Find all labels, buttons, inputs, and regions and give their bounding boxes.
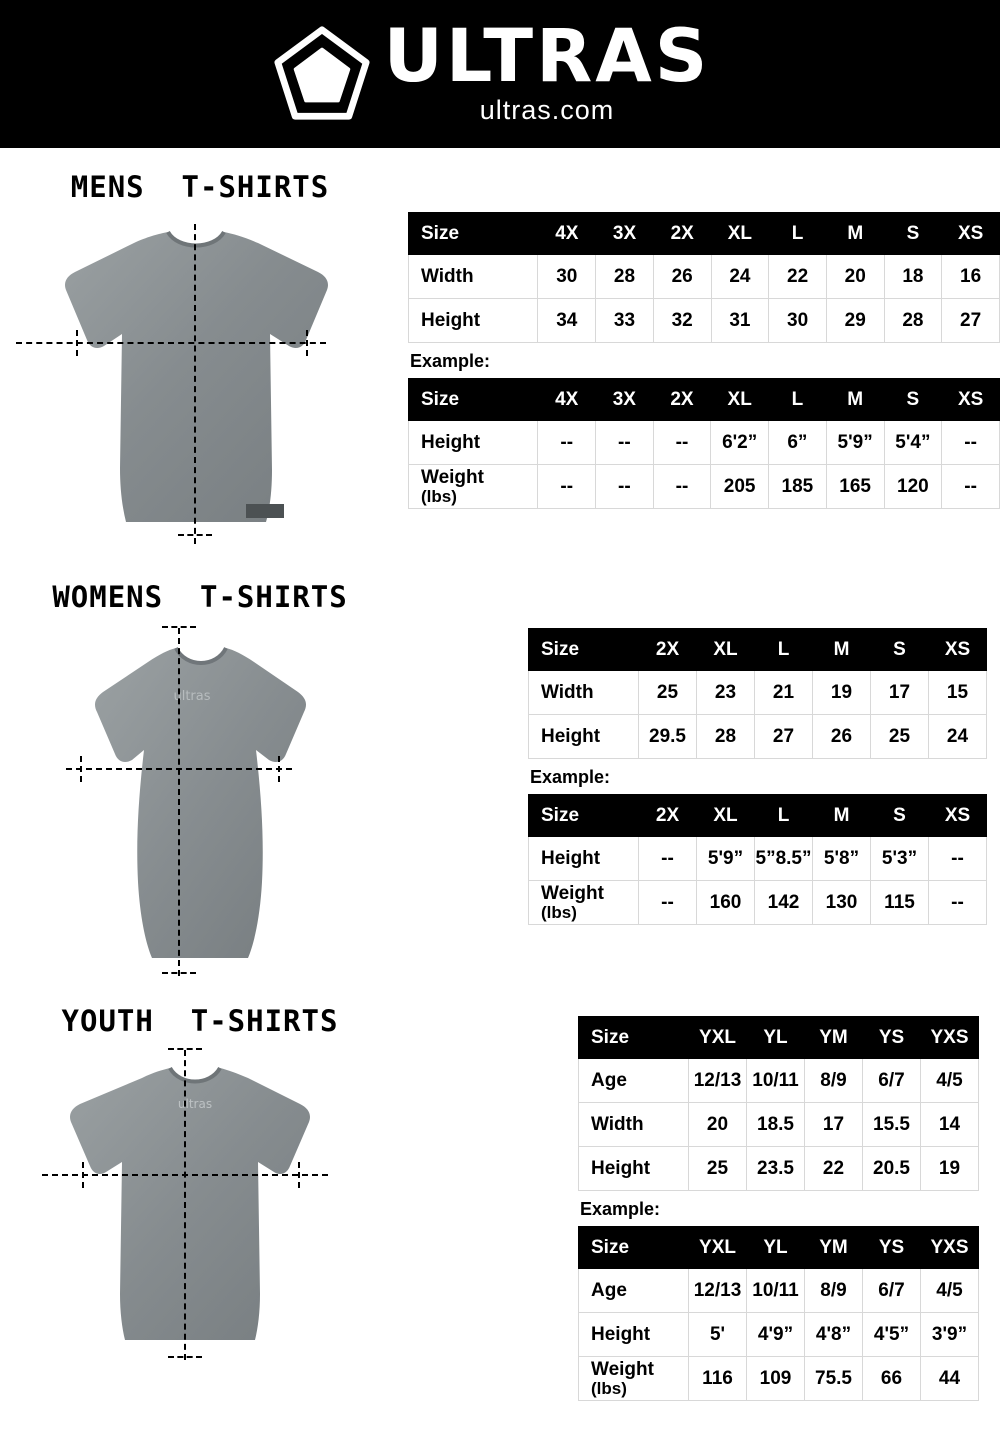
column-header: S: [871, 629, 929, 671]
table-cell: 5'3”: [871, 837, 929, 881]
column-header: XL: [711, 379, 769, 421]
table-cell: 20: [689, 1103, 747, 1147]
table-corner-header: Size: [409, 213, 538, 255]
youth-title: YOUTH T-SHIRTS: [61, 1004, 339, 1038]
table-cell: 24: [929, 715, 987, 759]
row-header: Weight (lbs): [579, 1357, 689, 1401]
table-cell: 27: [942, 299, 1000, 343]
table-cell: 26: [813, 715, 871, 759]
table-cell: --: [538, 421, 596, 465]
table-cell: 31: [711, 299, 769, 343]
mens-example-label: Example:: [410, 351, 491, 371]
section-womens: [0, 580, 400, 972]
table-cell: --: [653, 465, 711, 509]
table-row: [529, 671, 987, 715]
youth-height-tick-bottom: [168, 1356, 202, 1358]
table-cell: 8/9: [805, 1059, 863, 1103]
column-header: YL: [747, 1227, 805, 1269]
row-header: Width: [409, 255, 538, 299]
table-cell: 14: [921, 1103, 979, 1147]
table-cell: 18.5: [747, 1103, 805, 1147]
column-header: L: [769, 213, 827, 255]
row-header: Height: [409, 421, 538, 465]
youth-tshirt-illustration: [38, 1056, 400, 1356]
table-cell: 32: [653, 299, 711, 343]
table-cell: 27: [755, 715, 813, 759]
table-cell: 34: [538, 299, 596, 343]
table-row: [529, 715, 987, 759]
table-cell: 66: [863, 1357, 921, 1401]
womens-tables: [528, 628, 987, 925]
womens-width-tick-right: [278, 756, 280, 782]
table-cell: 116: [689, 1357, 747, 1401]
table-cell: 33: [596, 299, 654, 343]
table-cell: 25: [639, 671, 697, 715]
table-cell: 23.5: [747, 1147, 805, 1191]
column-header: XS: [942, 213, 1000, 255]
column-header: 2X: [653, 213, 711, 255]
table-cell: 12/13: [689, 1059, 747, 1103]
table-cell: 205: [711, 465, 769, 509]
mens-tshirt-illustration: [18, 220, 400, 550]
row-header: Age: [579, 1269, 689, 1313]
table-corner-header: Size: [579, 1227, 689, 1269]
table-cell: 17: [871, 671, 929, 715]
youth-tables: [578, 1016, 979, 1401]
mens-tables: [408, 212, 1000, 509]
womens-title: WOMENS T-SHIRTS: [52, 580, 348, 614]
table-cell: 22: [769, 255, 827, 299]
table-cell: 24: [711, 255, 769, 299]
column-header: M: [813, 795, 871, 837]
column-header: YS: [863, 1227, 921, 1269]
womens-example-label: Example:: [530, 767, 611, 787]
youth-width-tick-left: [82, 1162, 84, 1188]
mens-width-tick-right: [306, 330, 308, 356]
column-header: YXS: [921, 1017, 979, 1059]
table-cell: 4'9”: [747, 1313, 805, 1357]
brand-lockup: [274, 13, 711, 126]
mens-title: MENS T-SHIRTS: [70, 170, 330, 204]
column-header: M: [813, 629, 871, 671]
row-header: Height: [529, 837, 639, 881]
pentagon-logo-icon: [274, 26, 370, 122]
table-cell: 109: [747, 1357, 805, 1401]
column-header: L: [769, 379, 827, 421]
table-row: [579, 1103, 979, 1147]
table-cell: 10/11: [747, 1269, 805, 1313]
table-row: [409, 465, 1000, 509]
table-cell: 4/5: [921, 1269, 979, 1313]
column-header: YXS: [921, 1227, 979, 1269]
table-cell: 19: [813, 671, 871, 715]
table-cell: 20: [826, 255, 884, 299]
table-cell: 20.5: [863, 1147, 921, 1191]
column-header: L: [755, 629, 813, 671]
table-cell: --: [942, 421, 1000, 465]
table-cell: 5'9”: [826, 421, 884, 465]
table-cell: 28: [697, 715, 755, 759]
table-cell: 5'8”: [813, 837, 871, 881]
table-cell: 30: [769, 299, 827, 343]
row-header: Weight (lbs): [409, 465, 538, 509]
youth-width-tick-right: [298, 1162, 300, 1188]
column-header: 2X: [639, 629, 697, 671]
page-header: [0, 0, 1000, 148]
table-cell: 29.5: [639, 715, 697, 759]
mens-width-guide: [16, 342, 326, 344]
youth-example-table: [578, 1226, 979, 1401]
womens-height-guide: [178, 628, 180, 976]
womens-height-tick-bottom: [162, 972, 196, 974]
table-cell: --: [929, 837, 987, 881]
table-cell: --: [653, 421, 711, 465]
mens-height-tick-bottom: [178, 534, 212, 536]
table-cell: 75.5: [805, 1357, 863, 1401]
table-cell: 115: [871, 881, 929, 925]
table-cell: 120: [884, 465, 942, 509]
column-header: S: [884, 213, 942, 255]
table-cell: 29: [826, 299, 884, 343]
table-cell: 30: [538, 255, 596, 299]
brand-url: ultras.com: [479, 95, 615, 126]
table-cell: 25: [871, 715, 929, 759]
table-cell: 21: [755, 671, 813, 715]
youth-height-tick-top: [168, 1048, 202, 1050]
column-header: XS: [929, 795, 987, 837]
column-header: YM: [805, 1017, 863, 1059]
svg-text:ultras: ultras: [177, 1097, 213, 1111]
table-row: [409, 255, 1000, 299]
section-youth: [0, 1004, 400, 1356]
youth-height-guide: [184, 1050, 186, 1360]
table-row: [579, 1059, 979, 1103]
svg-text:ultras: ultras: [173, 689, 211, 704]
table-cell: --: [929, 881, 987, 925]
column-header: YXL: [689, 1227, 747, 1269]
table-cell: 12/13: [689, 1269, 747, 1313]
table-cell: 15: [929, 671, 987, 715]
table-cell: 5'4”: [884, 421, 942, 465]
column-header: 3X: [596, 213, 654, 255]
table-cell: --: [596, 421, 654, 465]
table-corner-header: Size: [579, 1017, 689, 1059]
mens-width-tick-left: [76, 330, 78, 356]
table-cell: 19: [921, 1147, 979, 1191]
column-header: XS: [929, 629, 987, 671]
column-header: 2X: [639, 795, 697, 837]
table-cell: --: [639, 837, 697, 881]
table-row: [529, 837, 987, 881]
womens-height-tick-top: [162, 626, 196, 628]
column-header: S: [884, 379, 942, 421]
table-cell: 165: [826, 465, 884, 509]
column-header: YL: [747, 1017, 805, 1059]
column-header: 3X: [596, 379, 654, 421]
brand-name: ULTRAS: [383, 13, 711, 99]
table-cell: 22: [805, 1147, 863, 1191]
brand-text: [383, 13, 711, 126]
column-header: 2X: [653, 379, 711, 421]
table-cell: 23: [697, 671, 755, 715]
youth-example-label: Example:: [580, 1199, 661, 1219]
womens-example-table: [528, 794, 987, 925]
youth-size-table: [578, 1016, 979, 1191]
table-cell: 4'5”: [863, 1313, 921, 1357]
table-cell: 6”: [769, 421, 827, 465]
table-cell: 5”8.5”: [755, 837, 813, 881]
table-cell: 18: [884, 255, 942, 299]
table-cell: --: [639, 881, 697, 925]
row-header: Width: [579, 1103, 689, 1147]
womens-tshirt-illustration: [40, 632, 400, 972]
table-cell: 25: [689, 1147, 747, 1191]
table-corner-header: Size: [529, 629, 639, 671]
table-cell: 6/7: [863, 1269, 921, 1313]
table-cell: 130: [813, 881, 871, 925]
row-header: Height: [579, 1147, 689, 1191]
column-header: M: [826, 213, 884, 255]
mens-height-guide: [194, 224, 196, 544]
table-cell: 16: [942, 255, 1000, 299]
table-corner-header: Size: [529, 795, 639, 837]
table-row: [409, 421, 1000, 465]
table-row: [579, 1313, 979, 1357]
table-cell: 6'2”: [711, 421, 769, 465]
column-header: XL: [697, 795, 755, 837]
row-header: Weight (lbs): [529, 881, 639, 925]
row-header: Height: [409, 299, 538, 343]
mens-example-table: [408, 378, 1000, 509]
column-header: YS: [863, 1017, 921, 1059]
column-header: YXL: [689, 1017, 747, 1059]
table-cell: --: [942, 465, 1000, 509]
table-cell: 17: [805, 1103, 863, 1147]
table-row: [579, 1269, 979, 1313]
column-header: YM: [805, 1227, 863, 1269]
column-header: XS: [942, 379, 1000, 421]
column-header: XL: [697, 629, 755, 671]
table-cell: 185: [769, 465, 827, 509]
table-corner-header: Size: [409, 379, 538, 421]
table-cell: 5'9”: [697, 837, 755, 881]
column-header: M: [826, 379, 884, 421]
table-cell: 3'9”: [921, 1313, 979, 1357]
table-cell: 8/9: [805, 1269, 863, 1313]
womens-size-table: [528, 628, 987, 759]
row-header: Height: [529, 715, 639, 759]
row-header: Width: [529, 671, 639, 715]
column-header: L: [755, 795, 813, 837]
table-cell: 15.5: [863, 1103, 921, 1147]
table-cell: 44: [921, 1357, 979, 1401]
table-cell: --: [596, 465, 654, 509]
table-row: [529, 881, 987, 925]
table-row: [579, 1147, 979, 1191]
table-cell: 4/5: [921, 1059, 979, 1103]
table-cell: 28: [884, 299, 942, 343]
womens-width-tick-left: [80, 756, 82, 782]
column-header: 4X: [538, 379, 596, 421]
table-cell: 10/11: [747, 1059, 805, 1103]
column-header: XL: [711, 213, 769, 255]
column-header: S: [871, 795, 929, 837]
table-cell: 4'8”: [805, 1313, 863, 1357]
table-row: [579, 1357, 979, 1401]
table-row: [409, 299, 1000, 343]
section-mens: [0, 170, 400, 550]
table-cell: 142: [755, 881, 813, 925]
table-cell: --: [538, 465, 596, 509]
row-header: Height: [579, 1313, 689, 1357]
table-cell: 6/7: [863, 1059, 921, 1103]
table-cell: 160: [697, 881, 755, 925]
mens-size-table: [408, 212, 1000, 343]
row-header: Age: [579, 1059, 689, 1103]
table-cell: 26: [653, 255, 711, 299]
column-header: 4X: [538, 213, 596, 255]
table-cell: 28: [596, 255, 654, 299]
table-cell: 5': [689, 1313, 747, 1357]
